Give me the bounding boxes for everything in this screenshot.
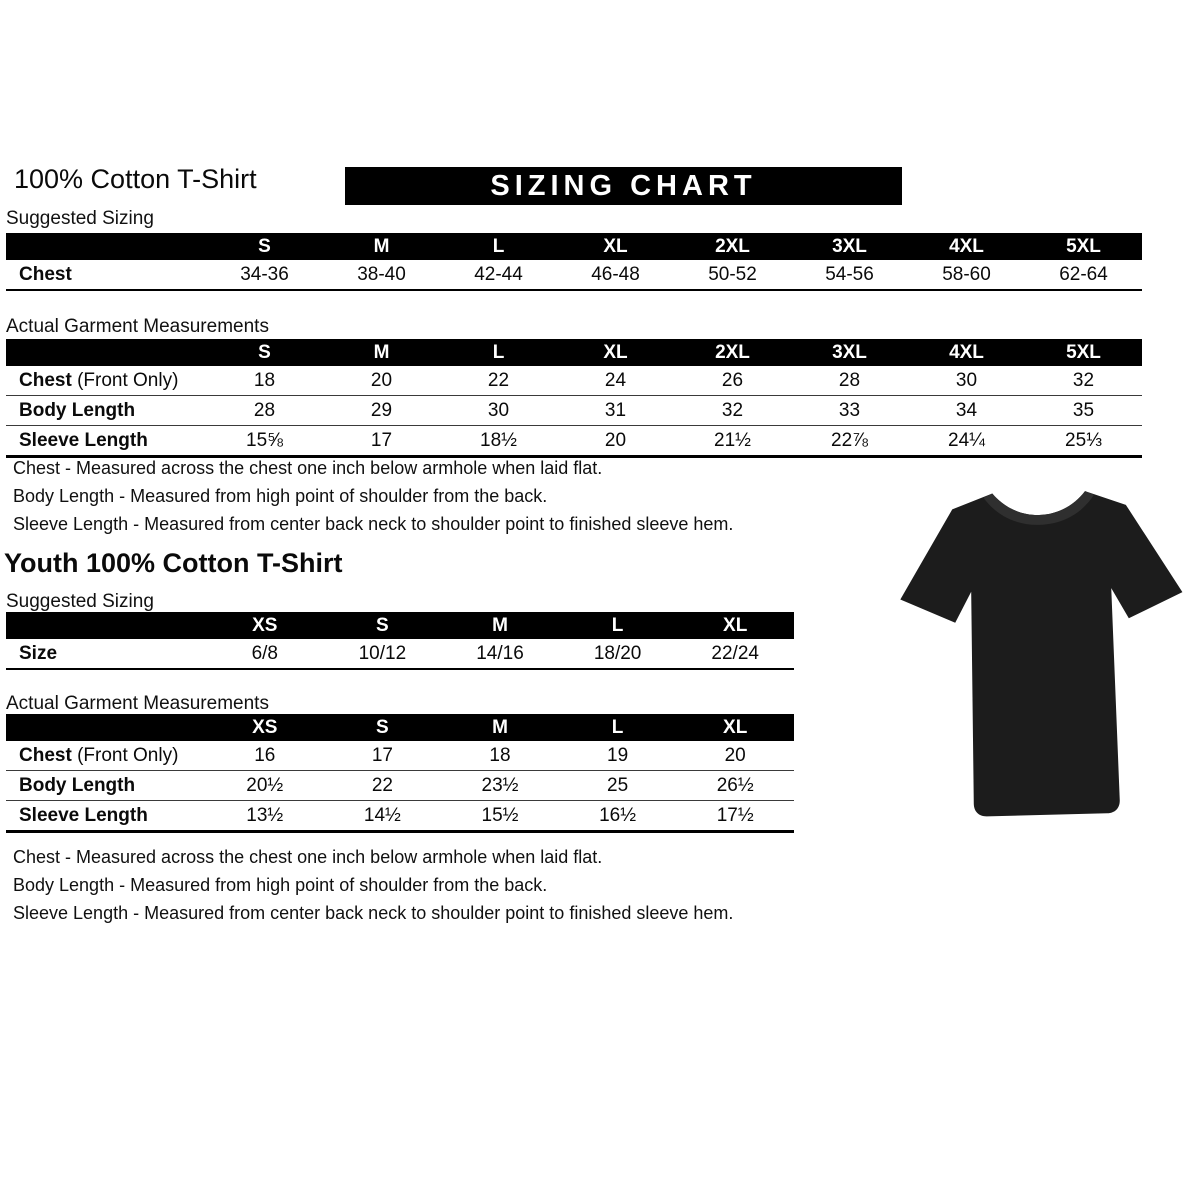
adult-suggested-sizing-label: Suggested Sizing [6, 208, 154, 229]
table-row [6, 366, 1142, 396]
table-header-row [6, 612, 794, 639]
note-line: Body Length - Measured from high point of shoulder from the back. [13, 486, 548, 506]
row-label-suffix: (Front Only) [71, 744, 179, 766]
row-label: Size [19, 642, 58, 664]
table-cell: 23½ [481, 774, 519, 796]
header-cell: S [324, 714, 442, 741]
table-cell: 42-44 [474, 263, 523, 285]
table-cell: 28 [838, 369, 861, 391]
table-cell: 22/24 [711, 642, 759, 664]
adult-garment-table [6, 339, 1142, 458]
header-cell: L [440, 339, 557, 366]
header-cell: M [323, 233, 440, 260]
table-cell: 26 [721, 369, 744, 391]
table-row [6, 639, 794, 670]
table-cell: 35 [1072, 399, 1095, 421]
table-cell: 62-64 [1059, 263, 1108, 285]
table-cell: 20½ [246, 774, 284, 796]
table-cell: 17½ [716, 804, 754, 826]
table-cell: 24¼ [948, 429, 985, 451]
table-row [6, 396, 1142, 426]
table-cell: 32 [1072, 369, 1095, 391]
header-cell: XL [557, 339, 674, 366]
youth-suggested-table [6, 612, 794, 670]
adult-measurement-notes [13, 454, 733, 538]
row-label: Body Length [19, 399, 136, 421]
table-cell: 16 [254, 744, 276, 766]
table-cell: 10/12 [358, 642, 407, 664]
row-label: Body Length [19, 774, 136, 796]
table-cell: 14½ [363, 804, 401, 826]
header-cell: S [206, 339, 323, 366]
header-cell: 3XL [791, 339, 908, 366]
table-cell: 25⅓ [1065, 429, 1102, 451]
table-cell: 17 [370, 429, 393, 451]
table-cell: 22 [487, 369, 510, 391]
note-line: Chest - Measured across the chest one inch below armhole when laid flat. [13, 458, 603, 478]
youth-garment-measurements-label: Actual Garment Measurements [6, 693, 269, 714]
sizing-chart-banner: SIZING CHART [345, 167, 902, 205]
header-corner-cell [6, 339, 206, 366]
youth-suggested-sizing-label: Suggested Sizing [6, 591, 154, 612]
row-label: Chest [19, 263, 72, 285]
table-cell: 20 [370, 369, 393, 391]
table-cell: 18 [489, 744, 511, 766]
row-label-suffix: (Front Only) [71, 369, 179, 391]
header-cell: M [323, 339, 440, 366]
table-cell: 18 [253, 369, 276, 391]
table-cell: 54-56 [825, 263, 874, 285]
table-row [6, 260, 1142, 291]
tshirt-silhouette-icon [890, 474, 1195, 842]
table-cell: 30 [955, 369, 978, 391]
header-cell: 3XL [791, 233, 908, 260]
table-cell: 32 [721, 399, 744, 421]
table-cell: 24 [604, 369, 627, 391]
table-cell: 16½ [599, 804, 637, 826]
table-cell: 19 [607, 744, 629, 766]
header-cell: 2XL [674, 339, 791, 366]
header-cell: M [441, 612, 559, 639]
table-cell: 29 [370, 399, 393, 421]
header-cell: XL [676, 714, 794, 741]
row-label [6, 366, 206, 395]
adult-suggested-table [6, 233, 1142, 291]
header-corner-cell [6, 612, 206, 639]
header-cell: 5XL [1025, 339, 1142, 366]
header-corner-cell [6, 233, 206, 260]
row-label [6, 741, 206, 770]
youth-garment-table [6, 714, 794, 833]
table-cell: 13½ [246, 804, 284, 826]
table-cell: 26½ [716, 774, 754, 796]
table-cell: 34 [955, 399, 978, 421]
table-cell: 20 [724, 744, 746, 766]
table-cell: 17 [371, 744, 393, 766]
table-row [6, 801, 794, 833]
header-cell: L [559, 612, 677, 639]
table-cell: 14/16 [476, 642, 524, 664]
table-cell: 15⅝ [246, 429, 283, 451]
note-line: Chest - Measured across the chest one inch below armhole when laid flat. [13, 847, 603, 867]
table-cell: 50-52 [708, 263, 757, 285]
table-cell: 20 [604, 429, 627, 451]
table-header-row [6, 714, 794, 741]
row-label: Sleeve Length [19, 804, 148, 826]
header-cell: XS [206, 612, 324, 639]
table-cell: 25 [607, 774, 629, 796]
header-cell: S [206, 233, 323, 260]
note-line: Body Length - Measured from high point of shoulder from the back. [13, 875, 548, 895]
youth-title: Youth 100% Cotton T-Shirt [4, 548, 343, 578]
header-cell: 2XL [674, 233, 791, 260]
row-label-text: Chest [19, 744, 72, 766]
table-cell: 22⅞ [831, 429, 868, 451]
header-cell: XS [206, 714, 324, 741]
table-header-row [6, 233, 1142, 260]
page-title: 100% Cotton T-Shirt [14, 164, 257, 194]
header-cell: 4XL [908, 339, 1025, 366]
table-cell: 33 [838, 399, 861, 421]
table-cell: 15½ [481, 804, 519, 826]
table-cell: 46-48 [591, 263, 640, 285]
header-cell: L [440, 233, 557, 260]
table-cell: 18½ [480, 429, 517, 451]
header-cell: XL [676, 612, 794, 639]
table-row [6, 771, 794, 801]
header-corner-cell [6, 714, 206, 741]
note-line: Sleeve Length - Measured from center back neck to shoulder point to finished sleeve hem. [13, 514, 734, 534]
header-cell: S [324, 612, 442, 639]
header-cell: L [559, 714, 677, 741]
header-cell: 5XL [1025, 233, 1142, 260]
table-cell: 34-36 [240, 263, 289, 285]
table-cell: 22 [371, 774, 393, 796]
table-cell: 38-40 [357, 263, 406, 285]
header-cell: 4XL [908, 233, 1025, 260]
header-cell: XL [557, 233, 674, 260]
table-cell: 18/20 [593, 642, 642, 664]
table-row [6, 741, 794, 771]
row-label: Sleeve Length [19, 429, 148, 451]
table-cell: 21½ [714, 429, 751, 451]
header-cell: M [441, 714, 559, 741]
adult-garment-measurements-label: Actual Garment Measurements [6, 316, 269, 337]
table-cell: 6/8 [251, 642, 278, 664]
table-cell: 30 [487, 399, 510, 421]
table-cell: 58-60 [942, 263, 991, 285]
tshirt-product-image [890, 474, 1195, 842]
table-cell: 28 [253, 399, 276, 421]
table-cell: 31 [604, 399, 627, 421]
row-label-text: Chest [19, 369, 72, 391]
table-header-row [6, 339, 1142, 366]
youth-measurement-notes [13, 843, 733, 927]
note-line: Sleeve Length - Measured from center back neck to shoulder point to finished sleeve hem. [13, 903, 734, 923]
